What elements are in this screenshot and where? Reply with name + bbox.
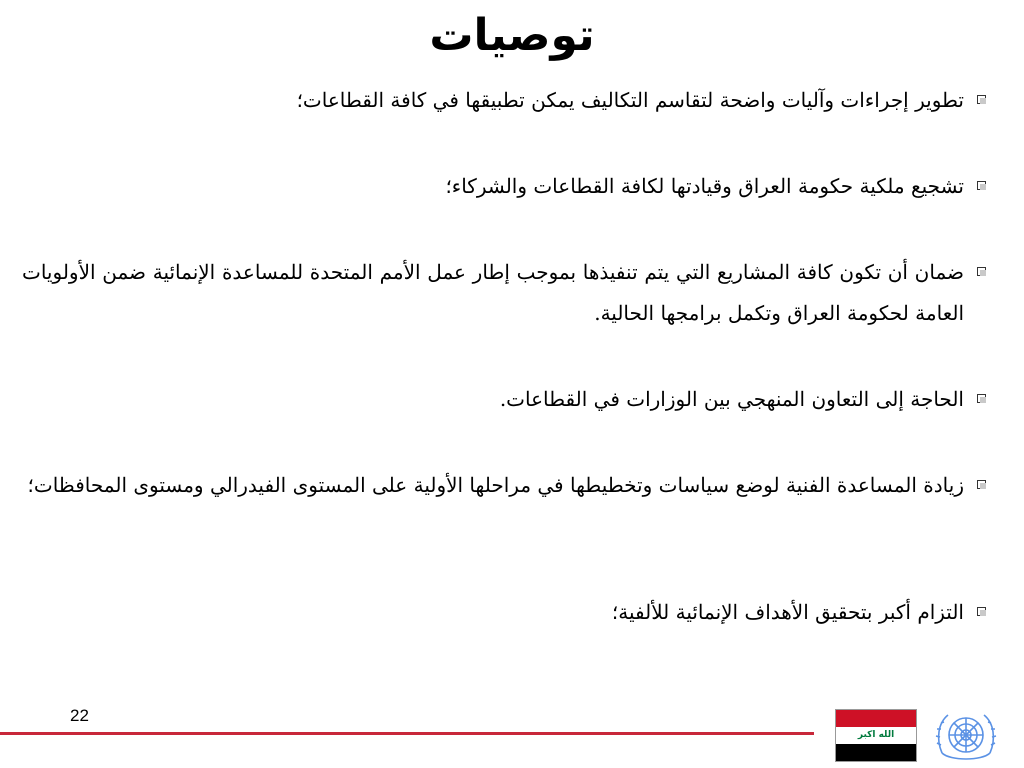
slide-title: توصيات <box>429 10 595 61</box>
bullet-item <box>22 80 988 123</box>
square-bullet-icon <box>977 267 986 276</box>
footer-rule <box>0 732 814 735</box>
flag-red-stripe <box>836 710 916 727</box>
square-bullet-icon <box>977 181 986 190</box>
flag-white-stripe <box>836 727 916 744</box>
flag-inscription: الله اكبر <box>857 730 895 741</box>
bullet-text: التزام أكبر بتحقيق الأهداف الإنمائية للألفية؛ <box>611 600 964 624</box>
iraq-flag-icon <box>835 709 917 762</box>
bullet-text: الحاجة إلى التعاون المنهجي بين الوزارات في القطاعات. <box>499 387 964 411</box>
un-emblem-icon <box>934 709 998 765</box>
square-bullet-icon <box>977 394 986 403</box>
square-bullet-icon <box>977 480 986 489</box>
square-bullet-icon <box>977 95 986 104</box>
bullet-item <box>22 379 988 422</box>
bullet-text: تشجيع ملكية حكومة العراق وقيادتها لكافة القطاعات والشركاء؛ <box>445 174 964 198</box>
bullet-text: زيادة المساعدة الفنية لوضع سياسات وتخطيطها في مراحلها الأولية على المستوى الفيدرالي ومستوى المحافظات؛ <box>27 473 964 497</box>
square-bullet-icon <box>977 607 986 616</box>
bullet-list <box>22 80 988 635</box>
page-number: 22 <box>70 706 89 725</box>
flag-black-stripe <box>836 744 916 761</box>
bullet-text: ضمان أن تكون كافة المشاريع التي يتم تنفيذها بموجب إطار عمل الأمم المتحدة للمساعدة الإنمائية ضمن الأولويات العامة لحكومة العراق وتكمل برامجها الحالية. <box>22 260 964 325</box>
bullet-item <box>22 465 988 549</box>
bullet-item <box>22 252 988 336</box>
bullet-item <box>22 592 988 635</box>
bullet-text: تطوير إجراءات وآليات واضحة لتقاسم التكاليف يمكن تطبيقها في كافة القطاعات؛ <box>296 88 964 112</box>
bullet-item <box>22 166 988 209</box>
